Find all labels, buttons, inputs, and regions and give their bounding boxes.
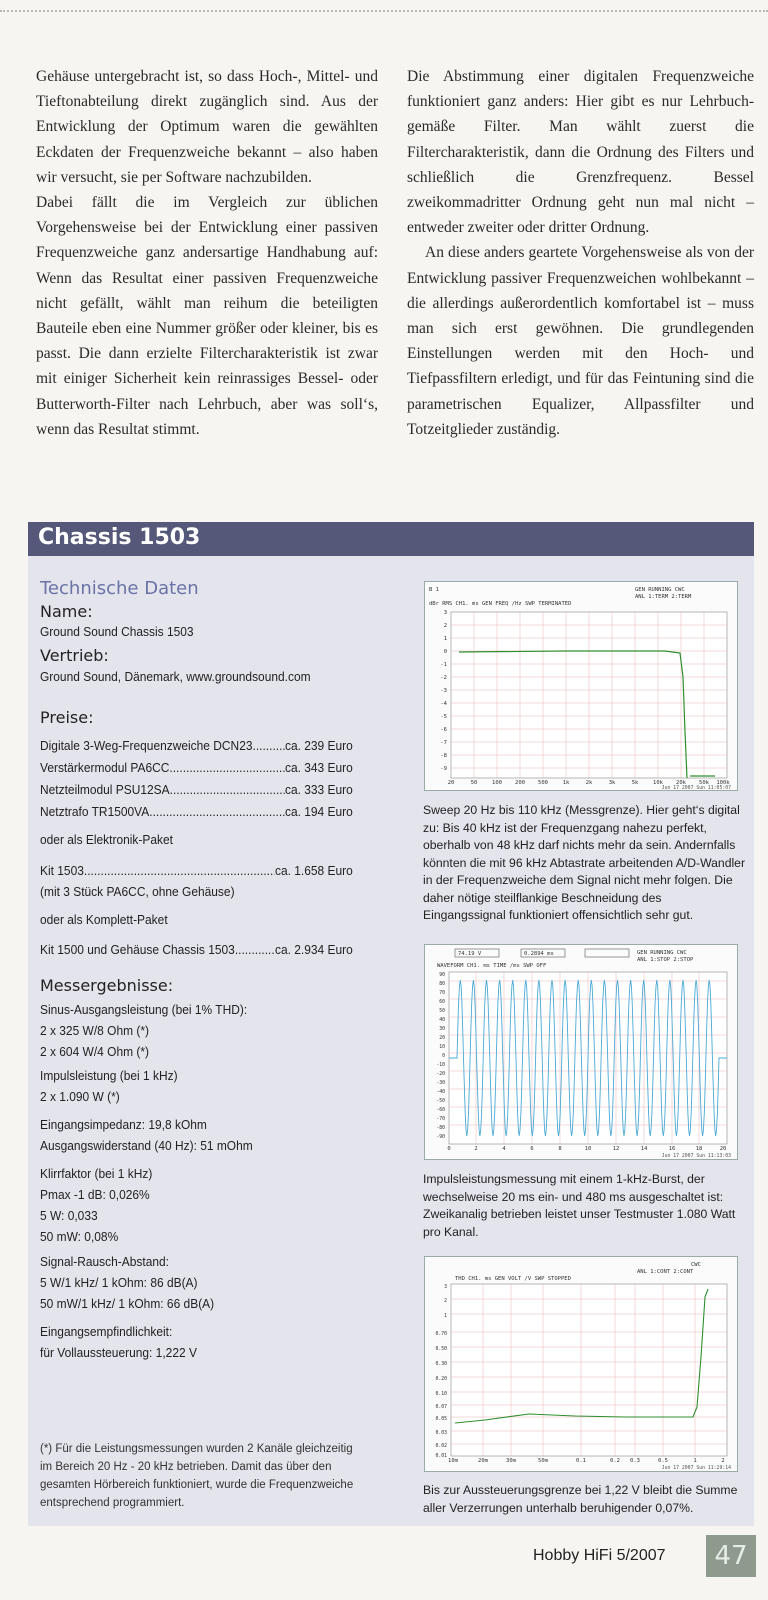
graph-caption: Impulsleistungsmessung mit einem 1-kHz-Burst, der wechselweise 20 ms ein- und 480 ms ausgeschaltet ist: Zweikanalig betrieben leistet unser Testmuster 1.080 Watt pro Kanal. (423, 1172, 736, 1239)
price-line: Netzteilmodul PSU12SA ..... ca. 333 Euro (40, 782, 353, 797)
svg-text:0.1: 0.1 (576, 1458, 586, 1464)
paragraph: Gehäuse untergebracht ist, so dass Hoch-, Mittel- und Tieftonabteilung direkt zugänglich sind. Aus der Entwicklung der Optimum waren die gewählten Eckdaten der Frequenzweiche bekannt – also haben wir versucht, sie per Software nachzubilden. (36, 68, 378, 186)
svg-text:40: 40 (439, 1018, 445, 1023)
svg-text:0.2: 0.2 (610, 1458, 620, 1464)
result-line: Eingangsimpedanz: 19,8 kOhm (40, 1117, 207, 1132)
svg-text:0.30: 0.30 (435, 1362, 447, 1367)
svg-text:30m: 30m (506, 1458, 516, 1464)
svg-text:-3: -3 (440, 688, 447, 694)
svg-text:80: 80 (439, 982, 445, 987)
svg-text:16: 16 (668, 1146, 676, 1152)
result-line: 50 mW/1 kHz/ 1 kOhm: 66 dB(A) (40, 1296, 215, 1311)
result-line: für Vollaussteuerung: 1,222 V (40, 1345, 197, 1360)
svg-text:0.20: 0.20 (435, 1377, 447, 1382)
result-line: Signal-Rausch-Abstand: (40, 1254, 169, 1269)
svg-text:12: 12 (612, 1146, 620, 1152)
mess-heading: Messergebnisse: (40, 976, 174, 995)
graph-header-line: WAVEFORM CH1. ms TIME /ms SWP OFF (437, 963, 547, 969)
svg-text:-8: -8 (440, 753, 447, 759)
svg-text:0.07: 0.07 (435, 1405, 447, 1410)
result-line: Impulsleistung (bei 1 kHz) (40, 1068, 178, 1083)
svg-text:20: 20 (447, 780, 455, 786)
svg-text:20: 20 (439, 1036, 445, 1041)
result-line: 5 W/1 kHz/ 1 kOhm: 86 dB(A) (40, 1275, 198, 1290)
top-dotted-rule (0, 10, 768, 12)
svg-text:14: 14 (640, 1146, 648, 1152)
vertrieb-heading: Vertrieb: (40, 646, 109, 665)
kit-note: (mit 3 Stück PA6CC, ohne Gehäuse) (40, 884, 235, 899)
svg-text:10: 10 (439, 1045, 445, 1050)
graph-date: Jun 17 2007 Sun 11:29:14 (661, 1466, 731, 1471)
or-komplett: oder als Komplett-Paket (40, 912, 168, 927)
svg-text:100: 100 (492, 780, 502, 786)
graph-header-right: GEN RUNNING CWC (635, 587, 685, 593)
result-line: Ausgangswiderstand (40 Hz): 51 mOhm (40, 1138, 253, 1153)
svg-text:1: 1 (443, 636, 447, 642)
svg-text:90: 90 (439, 973, 445, 978)
or-elektronik: oder als Elektronik-Paket (40, 832, 173, 847)
svg-text:0.3: 0.3 (630, 1458, 640, 1464)
graph-header-left: B 1 (429, 587, 439, 593)
svg-text:3: 3 (443, 610, 447, 616)
svg-text:-2: -2 (440, 675, 447, 681)
svg-text:20m: 20m (478, 1458, 488, 1464)
section-title: Technische Daten (40, 578, 199, 599)
svg-text:0: 0 (447, 1146, 451, 1152)
result-line: Eingangsempfindlichkeit: (40, 1324, 173, 1339)
svg-text:-80: -80 (436, 1126, 445, 1131)
graph-header-line: dBr RMS CH1. ms GEN FREQ /Hz SWP TERMINATED (429, 601, 572, 607)
svg-text:2: 2 (721, 1458, 725, 1464)
graph-header-right2: ANL 1:CONT 2:CONT (637, 1269, 694, 1275)
svg-text:0.50: 0.50 (435, 1347, 447, 1352)
name-heading: Name: (40, 602, 93, 621)
svg-text:5k: 5k (631, 780, 639, 786)
page-number: 47 (706, 1535, 756, 1577)
svg-text:-70: -70 (436, 1117, 445, 1122)
graph-header-right: CWC (691, 1262, 701, 1268)
svg-text:0.5: 0.5 (658, 1458, 668, 1464)
svg-text:0: 0 (442, 1054, 445, 1059)
svg-text:-7: -7 (440, 740, 447, 746)
svg-text:0.02: 0.02 (435, 1444, 447, 1449)
result-line: 5 W: 0,033 (40, 1208, 98, 1223)
svg-text:-20: -20 (436, 1072, 445, 1077)
svg-text:3: 3 (444, 1285, 447, 1290)
svg-text:70: 70 (439, 991, 445, 996)
readout-1: 74.19 V (458, 951, 482, 957)
graph-header-right2: ANL 1:STOP 2:STOP (637, 957, 694, 963)
result-line: Pmax -1 dB: 0,026% (40, 1187, 150, 1202)
svg-text:50: 50 (439, 1009, 445, 1014)
result-line: Klirrfaktor (bei 1 kHz) (40, 1166, 153, 1181)
svg-text:10m: 10m (448, 1458, 458, 1464)
info-box-title: Chassis 1503 (38, 525, 201, 550)
vertrieb-value: Ground Sound, Dänemark, www.groundsound.com (40, 669, 311, 684)
svg-text:500: 500 (538, 780, 548, 786)
readout-2: 0.2894 ms (524, 951, 554, 957)
graph-header-right2: ANL 1:TERM 2:TERM (635, 594, 692, 600)
price-line: Digitale 3-Weg-Frequenzweiche DCN23 ..... ca. 239 Euro (40, 738, 353, 753)
svg-text:50: 50 (470, 780, 478, 786)
svg-text:50m: 50m (538, 1458, 548, 1464)
name-value: Ground Sound Chassis 1503 (40, 624, 194, 639)
footnote: (*) Für die Leistungsmessungen wurden 2 Kanäle gleichzeitig im Bereich 20 Hz - 20 kHz betrieben. Damit das über den gesamten Hörbereich funktioniert, wurde die Frequenzweiche entsprechend programmiert. (40, 1443, 354, 1509)
svg-text:2: 2 (444, 1299, 447, 1304)
svg-text:0.05: 0.05 (435, 1417, 447, 1422)
svg-text:-10: -10 (436, 1063, 445, 1068)
svg-text:18: 18 (695, 1146, 703, 1152)
price-line: Kit 1500 und Gehäuse Chassis 1503 ..... ca. 2.934 Euro (40, 942, 353, 957)
magazine-issue: Hobby HiFi 5/2007 (533, 1547, 666, 1564)
svg-text:0.01: 0.01 (435, 1454, 447, 1459)
svg-text:-50: -50 (436, 1099, 445, 1104)
graph-caption: Bis zur Aussteuerungsgrenze bei 1,22 V bleibt die Summe aller Verzerrungen unterhalb beruhigender 0,07%. (423, 1483, 738, 1515)
svg-text:0.10: 0.10 (435, 1392, 447, 1397)
svg-text:0: 0 (443, 649, 447, 655)
thd-graph (424, 1256, 738, 1472)
svg-text:200: 200 (515, 780, 525, 786)
svg-text:30: 30 (439, 1027, 445, 1032)
svg-text:-90: -90 (436, 1135, 445, 1140)
svg-text:0.70: 0.70 (435, 1332, 447, 1337)
svg-text:-1: -1 (440, 662, 447, 668)
svg-text:4: 4 (502, 1146, 506, 1152)
svg-text:2: 2 (474, 1146, 478, 1152)
svg-text:100k: 100k (716, 780, 730, 786)
result-line: 2 x 604 W/4 Ohm (*) (40, 1044, 150, 1059)
result-line: 50 mW: 0,08% (40, 1229, 119, 1244)
svg-text:-6: -6 (440, 727, 447, 733)
svg-text:0.03: 0.03 (435, 1431, 447, 1436)
graph-date: Jun 17 2007 Sun 11:05:07 (661, 786, 731, 790)
frequency-response-graph (424, 581, 738, 791)
price-line: Netztrafo TR1500VA ..... ca. 194 Euro (40, 804, 353, 819)
info-box-header (28, 522, 754, 556)
graph-header-line: THD CH1. ms GEN VOLT /V SWP STOPPED (455, 1276, 571, 1282)
svg-text:-5: -5 (440, 714, 447, 720)
svg-text:20k: 20k (676, 780, 686, 786)
paragraph: Die Abstimmung einer digitalen Frequenzweiche funktioniert ganz anders: Hier gibt es nur Lehrbuch-gemäße Filter. Man wählt zuerst die Filtercharakteristik, dann die Ordnung des Filters und schließlich die Grenzfrequenz. Bessel zweikommadritter Ordnung geht nun mal nicht – entweder zweiter oder dritter Ordnung. (407, 68, 754, 237)
svg-text:1: 1 (693, 1458, 697, 1464)
svg-text:60: 60 (439, 1000, 445, 1005)
svg-text:10k: 10k (653, 780, 663, 786)
svg-text:-30: -30 (436, 1081, 445, 1086)
svg-text:2: 2 (443, 623, 447, 629)
paragraph: An diese anders geartete Vorgehensweise als von der Entwicklung passiver Frequenzweichen wohlbekannt – die allerdings außerordentlich komfortabel ist – muss man sich erst gewöhnen. Die grundlegenden Einstellungen werden mit den Hoch- und Tiefpassfiltern erledigt, und für das Feintuning sind die parametrischen Equalizer, Allpassfilter und Totzeitglieder zuständig. (407, 244, 754, 438)
article-right-column (407, 64, 754, 442)
svg-text:1k: 1k (562, 780, 570, 786)
svg-text:-40: -40 (436, 1090, 445, 1095)
svg-text:-9: -9 (440, 766, 447, 772)
waveform-graph (424, 944, 738, 1160)
svg-text:6: 6 (530, 1146, 534, 1152)
svg-text:8: 8 (558, 1146, 562, 1152)
preise-heading: Preise: (40, 708, 94, 727)
svg-text:2k: 2k (585, 780, 593, 786)
price-line: Verstärkermodul PA6CC ..... ca. 343 Euro (40, 760, 353, 775)
price-line: Kit 1503 ..... ca. 1.658 Euro (40, 863, 353, 878)
svg-text:20: 20 (719, 1146, 727, 1152)
svg-text:1: 1 (444, 1314, 447, 1319)
result-line: 2 x 1.090 W (*) (40, 1089, 120, 1104)
svg-text:3k: 3k (608, 780, 616, 786)
paragraph: Dabei fällt die im Vergleich zur üblichen Vorgehensweise bei der Entwicklung einer passiven Frequenzweiche ganz andersartige Handhabung auf: Wenn das Resultat einer passiven Frequenzweiche nicht gefällt, wählt man reihum die beteiligten Bauteile eben eine Nummer größer oder kleiner, bis es passt. Die dann erzielte Filtercharakteristik ist zwar mit einiger Sicherheit kein reinrassiges Bessel- oder Butterworth-Filter nach Lehrbuch, aber was soll‘s, wenn das Resultat stimmt. (36, 194, 378, 438)
article-left-column (36, 64, 378, 442)
svg-text:50k: 50k (699, 780, 709, 786)
result-line: Sinus-Ausgangsleistung (bei 1% THD): (40, 1002, 248, 1017)
result-line: 2 x 325 W/8 Ohm (*) (40, 1023, 150, 1038)
graph-date: Jun 17 2007 Sun 11:13:03 (661, 1154, 731, 1159)
graph-header-right: GEN RUNNING CWC (637, 950, 687, 956)
graph-caption: Sweep 20 Hz bis 110 kHz (Messgrenze). Hier geht‘s digital zu: Bis 40 kHz ist der Frequenzgang nahezu perfekt, oberhalb von 48 kHz darf nichts mehr da sein. Andernfalls könnten die mit 96 kHz Abtastrate arbeitenden A/D-Wandler in der Frequenzweiche dem Signal nicht mehr folgen. Die daher nötige steilflankige Beschneidung des Eingangssignal funktioniert offensichtlich sehr gut. (423, 803, 746, 922)
svg-text:10: 10 (584, 1146, 592, 1152)
svg-text:-60: -60 (436, 1108, 445, 1113)
svg-text:-4: -4 (440, 701, 447, 707)
